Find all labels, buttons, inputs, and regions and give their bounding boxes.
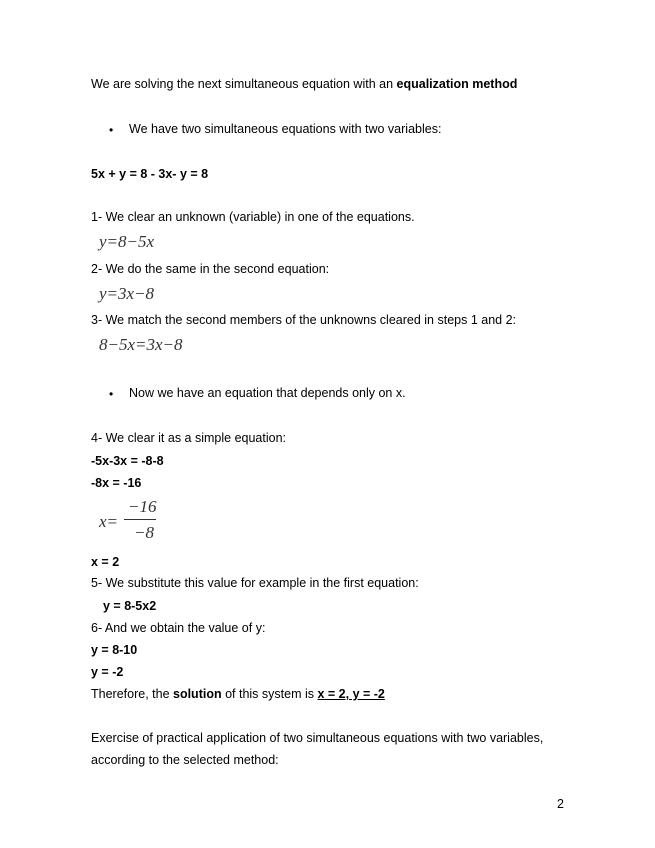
bullet-two-equations: We have two simultaneous equations with two variables: [129,122,442,136]
fraction-bar [124,519,156,520]
intro-prefix: We are solving the next simultaneous equation with an [91,77,397,91]
step-4: 4- We clear it as a simple equation: [91,431,287,445]
equation-2: y=3x−8 [99,284,155,303]
step-1: 1- We clear an unknown (variable) in one of the equations. [91,210,415,224]
fraction-numerator: −16 [128,497,157,516]
step-3: 3- We match the second members of the unknowns cleared in steps 1 and 2: [91,313,516,327]
fraction-lhs: x= [99,512,119,531]
fraction-equation [99,498,169,546]
conclusion-solution-word: solution [173,687,222,701]
step-2: 2- We do the same in the second equation: [91,262,330,276]
exercise-line-1: Exercise of practical application of two simultaneous equations with two variables, [91,731,544,745]
page-number: 2 [557,797,564,811]
exercise-line-2: according to the selected method: [91,753,279,767]
intro-method: equalization method [396,77,518,91]
x-result: x = 2 [91,555,120,569]
bullet-icon: • [109,123,114,137]
intro-sentence [91,78,517,91]
y-result: y = -2 [91,665,124,679]
equation-system: 5x + y = 8 - 3x- y = 8 [91,167,209,181]
conclusion-middle: of this system is [221,687,318,701]
substitution-equation: y = 8-5x2 [103,599,157,613]
equation-1: y=8−5x [99,232,155,251]
fraction-denominator: −8 [134,523,154,542]
conclusion-answer: x = 2, y = -2 [317,687,385,701]
working-line-b: -8x = -16 [91,476,142,490]
y-working-line: y = 8-10 [91,643,138,657]
bullet-icon: • [109,387,114,401]
step-5: 5- We substitute this value for example in the first equation: [91,576,419,590]
conclusion-sentence [91,688,385,701]
step-6: 6- And we obtain the value of y: [91,621,266,635]
working-line-a: -5x-3x = -8-8 [91,454,164,468]
equation-3: 8−5x=3x−8 [99,335,183,354]
conclusion-prefix: Therefore, the [91,687,173,701]
bullet-depends-on-x: Now we have an equation that depends only on x. [129,386,406,400]
